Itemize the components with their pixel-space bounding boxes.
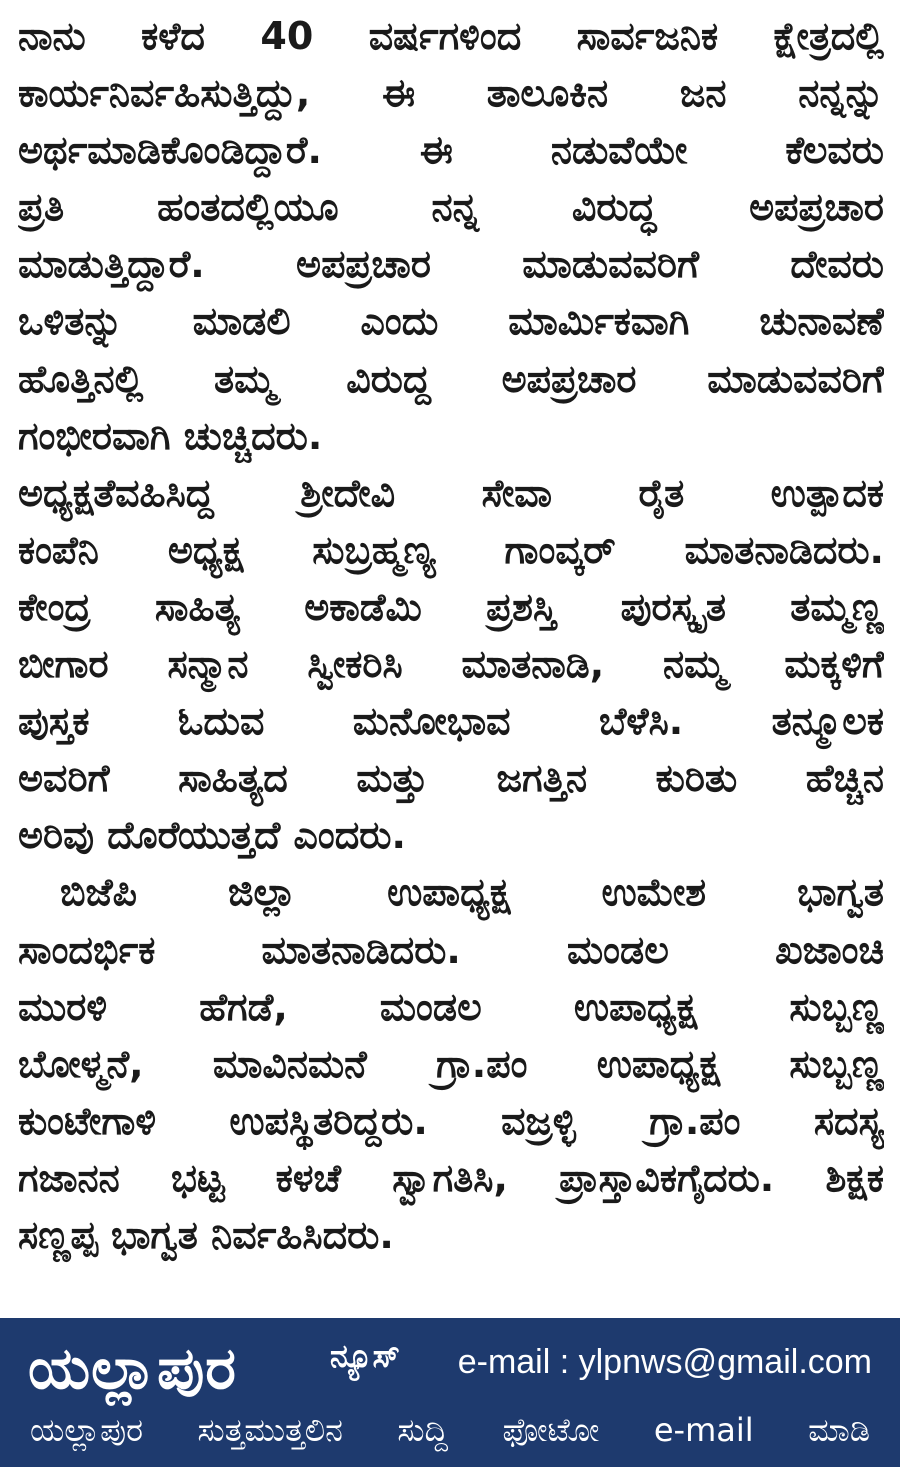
article-line: ಬೀಗಾರ ಸನ್ಮಾನ ಸ್ವೀಕರಿಸಿ ಮಾತನಾಡಿ, ನಮ್ಮ ಮಕ್ಕಳಿಗೆ [18, 642, 884, 687]
article-line: ಒಳಿತನ್ನು ಮಾಡಲಿ ಎಂದು ಮಾರ್ಮಿಕವಾಗಿ ಚುನಾವಣೆ [18, 299, 884, 344]
article-line: ಸಣ್ಣಪ್ಪ ಭಾಗ್ವತ ನಿರ್ವಹಿಸಿದರು. [18, 1212, 394, 1257]
article-line: ಮುರಳಿ ಹೆಗಡೆ, ಮಂಡಲ ಉಪಾಧ್ಯಕ್ಷ ಸುಬ್ಬಣ್ಣ [18, 984, 884, 1029]
article-line: ಬೋಳ್ಮನೆ, ಮಾವಿನಮನೆ ಗ್ರಾ.ಪಂ ಉಪಾಧ್ಯಕ್ಷ ಸುಬ್ಬಣ್ಣ [18, 1041, 884, 1086]
article-line: ಕಾರ್ಯನಿರ್ವಹಿಸುತ್ತಿದ್ದು, ಈ ತಾಲೂಕಿನ ಜನ ನನ್ನನ್ನು [18, 71, 884, 116]
article-line: ಅಧ್ಯಕ್ಷತೆವಹಿಸಿದ್ದ ಶ್ರೀದೇವಿ ಸೇವಾ ರೈತ ಉತ್ಪಾದಕ [18, 470, 884, 515]
article-line: ಹೊತ್ತಿನಲ್ಲಿ ತಮ್ಮ ವಿರುದ್ದ ಅಪಪ್ರಚಾರ ಮಾಡುವವರಿಗೆ [18, 356, 884, 401]
article-line: ನಾನು ಕಳೆದ 40 ವರ್ಷಗಳಿಂದ ಸಾರ್ವಜನಿಕ ಕ್ಷೇತ್ರದಲ್ಲಿ [18, 14, 884, 58]
article-line: ಪುಸ್ತಕ ಓದುವ ಮನೋಭಾವ ಬೆಳೆಸಿ. ತನ್ಮೂಲಕ [18, 699, 884, 744]
article-line: ಗಜಾನನ ಭಟ್ಟ ಕಳಚೆ ಸ್ವಾಗತಿಸಿ, ಪ್ರಾಸ್ತಾವಿಕಗೈದರು. ಶಿಕ್ಷಕ [18, 1155, 884, 1200]
article-line: ಮಾಡುತ್ತಿದ್ದಾರೆ. ಅಪಪ್ರಚಾರ ಮಾಡುವವರಿಗೆ ದೇವರು [18, 242, 884, 287]
brand-row [0, 1328, 900, 1408]
article-line: ಕಂಪೆನಿ ಅಧ್ಯಕ್ಷ ಸುಬ್ರಹ್ಮಣ್ಯ ಗಾಂವ್ಕರ್ ಮಾತನಾಡಿದರು. [18, 527, 884, 572]
article-line: ಸಾಂದರ್ಭಿಕ ಮಾತನಾಡಿದರು. ಮಂಡಲ ಖಜಾಂಚಿ [18, 927, 884, 972]
article-line: ಕೇಂದ್ರ ಸಾಹಿತ್ಯ ಅಕಾಡೆಮಿ ಪ್ರಶಸ್ತಿ ಪುರಸ್ಕೃತ ತಮ್ಮಣ್ಣ [18, 584, 884, 629]
footer-banner [0, 1318, 900, 1467]
article-line: ಗಂಭೀರವಾಗಿ ಚುಚ್ಚಿದರು. [18, 413, 323, 458]
article-line: ಪ್ರತಿ ಹಂತದಲ್ಲಿಯೂ ನನ್ನ ವಿರುದ್ಧ ಅಪಪ್ರಚಾರ [18, 185, 884, 230]
article-body [18, 8, 884, 1264]
article-line: ಬಿಜೆಪಿ ಜಿಲ್ಲಾ ಉಪಾಧ್ಯಕ್ಷ ಉಮೇಶ ಭಾಗ್ವತ [60, 870, 884, 915]
article-line: ಅರಿವು ದೊರೆಯುತ್ತದೆ ಎಂದರು. [18, 813, 406, 858]
article-line: ಅರ್ಥಮಾಡಿಕೊಂಡಿದ್ದಾರೆ. ಈ ನಡುವೆಯೇ ಕೆಲವರು [18, 128, 884, 173]
footer-tagline: ಯಲ್ಲಾಪುರ ಸುತ್ತಮುತ್ತಲಿನ ಸುದ್ದಿ ಫೋಟೋ e-mail ಮಾಡಿ [30, 1411, 870, 1449]
site-logo-subtitle: ನ್ಯೂಸ್ [330, 1337, 400, 1375]
article-line: ಅವರಿಗೆ ಸಾಹಿತ್ಯದ ಮತ್ತು ಜಗತ್ತಿನ ಕುರಿತು ಹೆಚ್ಚಿನ [18, 756, 884, 801]
contact-email: e-mail : ylpnws@gmail.com [457, 1343, 872, 1381]
article-line: ಕುಂಟೇಗಾಳಿ ಉಪಸ್ಥಿತರಿದ್ದರು. ವಜ್ರಳ್ಳಿ ಗ್ರಾ.ಪಂ ಸದಸ್ಯ [18, 1098, 884, 1143]
site-logo: ಯಲ್ಲಾಪುರ [28, 1334, 237, 1402]
